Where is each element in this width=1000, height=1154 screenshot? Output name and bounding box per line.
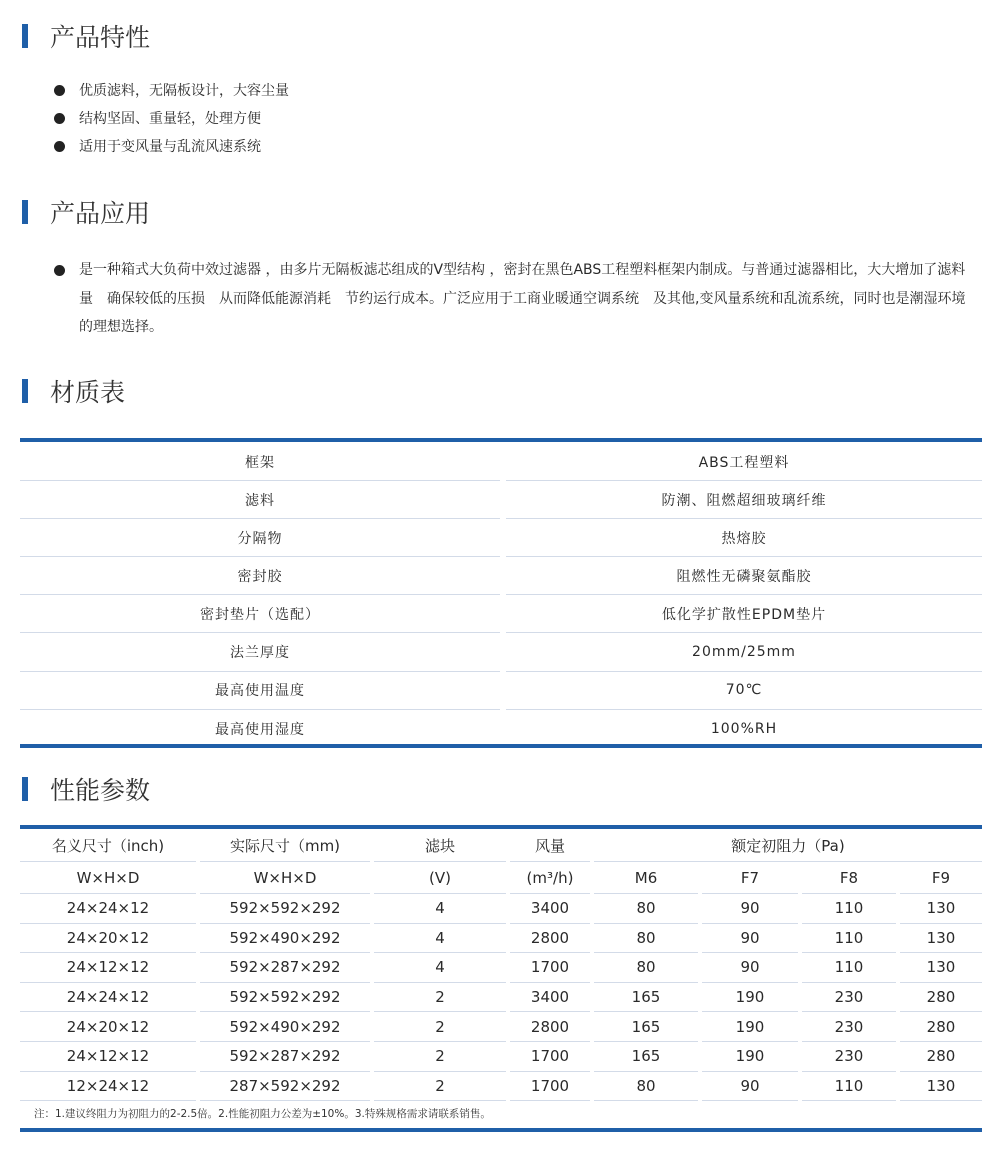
header-cell: F8 — [802, 862, 896, 894]
table-cell: 287×592×292 — [200, 1072, 370, 1102]
table-row — [20, 443, 982, 481]
heading-bar — [22, 379, 28, 403]
heading-bar — [22, 24, 28, 48]
table-cell: 130 — [900, 924, 982, 954]
heading-bar — [22, 777, 28, 801]
table-cell: 90 — [702, 953, 798, 983]
bullet-icon — [54, 85, 65, 96]
table-cell: 592×592×292 — [200, 983, 370, 1013]
table-bottom-rule — [20, 744, 982, 748]
bullet-icon — [54, 265, 65, 276]
feature-bullet — [54, 108, 261, 128]
performance-table — [20, 830, 982, 1101]
section-heading-features — [22, 18, 150, 54]
material-value: 70℃ — [506, 672, 982, 710]
material-name: 滤料 — [20, 481, 500, 519]
bullet-icon — [54, 113, 65, 124]
header-cell: F7 — [702, 862, 798, 894]
application-text: 是一种箱式大负荷中效过滤器 ，由多片无隔板滤芯组成的V型结构 ，密封在黑色ABS工程塑料框架内制成。与普通过滤器相比，大大增加了滤料量 确保较低的压损 从而降低能源消耗 节约运行成本。广泛应用于工商业暖通空调系统 及其他,变风量系统和乱流系统，同时也是潮湿环境的理想选择。 — [79, 262, 966, 335]
feature-bullet — [54, 80, 289, 100]
header-cell: (m³/h) — [510, 862, 590, 894]
table-cell: 190 — [702, 1042, 798, 1072]
table-cell: 90 — [702, 894, 798, 924]
table-cell: 12×24×12 — [20, 1072, 196, 1102]
table-cell: 3400 — [510, 894, 590, 924]
feature-bullet — [54, 136, 261, 156]
table-cell: 110 — [802, 894, 896, 924]
table-cell: 24×24×12 — [20, 894, 196, 924]
table-bottom-rule — [20, 1128, 982, 1132]
table-cell: 1700 — [510, 1042, 590, 1072]
header-cell: 额定初阻力（Pa) — [594, 830, 982, 862]
header-cell: 滤块 — [374, 830, 506, 862]
table-cell: 90 — [702, 1072, 798, 1102]
table-cell: 80 — [594, 953, 698, 983]
table-row — [20, 557, 982, 595]
table-cell: 80 — [594, 1072, 698, 1102]
table-row — [20, 1042, 982, 1072]
table-cell: 165 — [594, 1012, 698, 1042]
section-heading-materials — [22, 373, 125, 409]
material-value: 防潮、阻燃超细玻璃纤维 — [506, 481, 982, 519]
table-cell: 4 — [374, 953, 506, 983]
heading-text: 产品特性 — [50, 23, 151, 52]
table-cell: 2 — [374, 1012, 506, 1042]
table-cell: 110 — [802, 953, 896, 983]
table-row — [20, 595, 982, 633]
material-value: 热熔胶 — [506, 519, 982, 557]
table-cell: 130 — [900, 953, 982, 983]
table-cell: 110 — [802, 924, 896, 954]
table-cell: 24×20×12 — [20, 924, 196, 954]
table-row — [20, 894, 982, 924]
header-cell: W×H×D — [200, 862, 370, 894]
table-header-row — [20, 862, 982, 894]
material-value: 阻燃性无磷聚氨酯胶 — [506, 557, 982, 595]
table-cell: 592×490×292 — [200, 1012, 370, 1042]
section-heading-application — [22, 194, 150, 230]
material-name: 密封胶 — [20, 557, 500, 595]
table-cell: 280 — [900, 1042, 982, 1072]
table-cell: 110 — [802, 1072, 896, 1102]
table-cell: 24×12×12 — [20, 1042, 196, 1072]
table-cell: 592×490×292 — [200, 924, 370, 954]
feature-text: 优质滤料，无隔板设计，大容尘量 — [79, 83, 289, 99]
table-cell: 280 — [900, 1012, 982, 1042]
table-cell: 1700 — [510, 1072, 590, 1102]
table-cell: 2 — [374, 983, 506, 1013]
table-cell: 190 — [702, 1012, 798, 1042]
table-cell: 2 — [374, 1042, 506, 1072]
table-cell: 24×12×12 — [20, 953, 196, 983]
table-row — [20, 672, 982, 710]
header-cell: F9 — [900, 862, 982, 894]
material-name: 最高使用温度 — [20, 672, 500, 710]
table-cell: 592×287×292 — [200, 953, 370, 983]
material-value: 20mm/25mm — [506, 633, 982, 671]
material-value: ABS工程塑料 — [506, 443, 982, 481]
table-note: 注：1.建议终阻力为初阻力的2-2.5倍。2.性能初阻力公差为±10%。3.特殊规格需求请联系销售。 — [34, 1108, 491, 1120]
heading-text: 产品应用 — [50, 199, 151, 228]
material-name: 密封垫片（选配） — [20, 595, 500, 633]
table-row — [20, 481, 982, 519]
material-name: 框架 — [20, 443, 500, 481]
header-cell: 名义尺寸（inch) — [20, 830, 196, 862]
table-cell: 2800 — [510, 1012, 590, 1042]
heading-text: 性能参数 — [50, 776, 151, 805]
bullet-icon — [54, 141, 65, 152]
table-cell: 130 — [900, 894, 982, 924]
table-header-row — [20, 830, 982, 862]
header-cell: 实际尺寸（mm) — [200, 830, 370, 862]
table-cell: 592×287×292 — [200, 1042, 370, 1072]
table-row — [20, 1072, 982, 1102]
feature-text: 结构坚固、重量轻，处理方便 — [79, 111, 261, 127]
table-cell: 4 — [374, 924, 506, 954]
table-row — [20, 953, 982, 983]
table-cell: 165 — [594, 983, 698, 1013]
table-row — [20, 983, 982, 1013]
table-row — [20, 633, 982, 671]
table-row — [20, 1012, 982, 1042]
table-top-rule — [20, 438, 982, 442]
table-row — [20, 710, 982, 748]
heading-text: 材质表 — [50, 378, 126, 407]
material-name: 最高使用湿度 — [215, 721, 305, 738]
table-cell: 230 — [802, 1012, 896, 1042]
table-cell: 2800 — [510, 924, 590, 954]
table-cell: 230 — [802, 983, 896, 1013]
table-cell: 2 — [374, 1072, 506, 1102]
heading-bar — [22, 200, 28, 224]
table-cell: 3400 — [510, 983, 590, 1013]
application-paragraph — [54, 256, 974, 342]
table-cell: 80 — [594, 894, 698, 924]
table-cell: 230 — [802, 1042, 896, 1072]
table-cell: 80 — [594, 924, 698, 954]
table-cell: 130 — [900, 1072, 982, 1102]
header-cell: (V) — [374, 862, 506, 894]
section-heading-performance — [22, 771, 150, 807]
table-cell: 280 — [900, 983, 982, 1013]
table-cell: 190 — [702, 983, 798, 1013]
header-cell: M6 — [594, 862, 698, 894]
table-row — [20, 519, 982, 557]
header-cell: W×H×D — [20, 862, 196, 894]
material-name: 法兰厚度 — [20, 633, 500, 671]
table-cell: 165 — [594, 1042, 698, 1072]
feature-text: 适用于变风量与乱流风速系统 — [79, 139, 261, 155]
header-cell: 风量 — [510, 830, 590, 862]
table-cell: 90 — [702, 924, 798, 954]
material-value: 100%RH — [710, 720, 778, 737]
table-top-rule — [20, 825, 982, 829]
table-cell: 24×20×12 — [20, 1012, 196, 1042]
material-name: 分隔物 — [20, 519, 500, 557]
materials-table — [20, 443, 982, 748]
material-value: 低化学扩散性EPDM垫片 — [506, 595, 982, 633]
table-row — [20, 924, 982, 954]
table-cell: 592×592×292 — [200, 894, 370, 924]
table-cell: 4 — [374, 894, 506, 924]
table-cell: 1700 — [510, 953, 590, 983]
table-cell: 24×24×12 — [20, 983, 196, 1013]
